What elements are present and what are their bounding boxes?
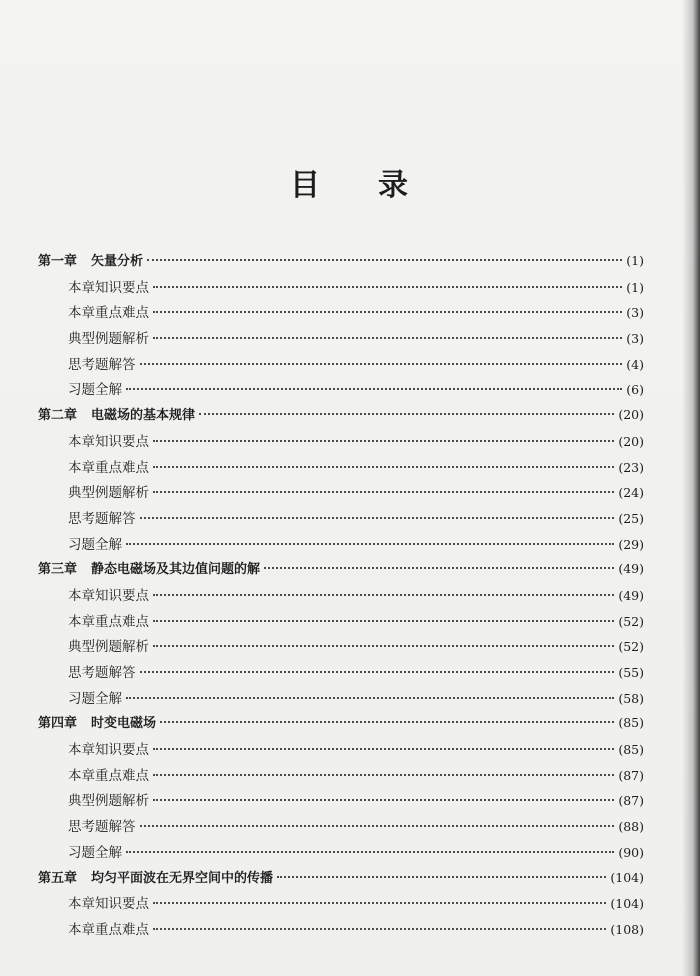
dot-leader <box>126 851 614 853</box>
toc-page-number: (58) <box>618 690 644 706</box>
toc-entry-label <box>68 301 149 321</box>
dot-leader <box>153 594 614 596</box>
toc-entry-label <box>68 456 149 476</box>
toc-section-entry[interactable] <box>38 584 644 610</box>
toc-entry-title: 本章知识要点 <box>68 742 149 759</box>
chapter-number: 第二章 <box>38 408 78 424</box>
dot-leader <box>153 928 606 930</box>
toc-section-entry[interactable] <box>38 789 644 815</box>
table-of-contents <box>38 250 644 944</box>
toc-entry-label <box>68 892 149 912</box>
toc-entry-label <box>68 430 149 450</box>
toc-entry-label <box>68 738 149 758</box>
toc-entry-title: 习题全解 <box>68 382 122 399</box>
toc-page-number: (87) <box>618 793 644 809</box>
toc-section-entry[interactable] <box>38 481 644 507</box>
toc-entry-title: 典型例题解析 <box>68 639 149 656</box>
toc-entry-label <box>38 558 260 577</box>
toc-entry-label <box>38 250 143 269</box>
toc-page-number: (85) <box>618 742 644 758</box>
toc-entry-label <box>68 533 122 553</box>
toc-page-number: (6) <box>626 382 644 398</box>
toc-entry-label <box>68 327 149 347</box>
toc-entry-title: 习题全解 <box>68 844 122 861</box>
dot-leader <box>140 517 615 519</box>
toc-page-number: (90) <box>618 844 644 860</box>
toc-page-number: (104) <box>610 869 644 885</box>
toc-entry-label <box>68 661 136 681</box>
toc-entry-title: 本章重点难点 <box>68 305 149 322</box>
chapter-number: 第五章 <box>38 870 78 886</box>
toc-section-entry[interactable] <box>38 764 644 790</box>
toc-page-number: (24) <box>618 485 644 501</box>
toc-entry-label <box>68 918 149 938</box>
toc-section-entry[interactable] <box>38 430 644 456</box>
toc-entry-title: 思考题解答 <box>68 665 136 681</box>
toc-entry-title: 本章知识要点 <box>68 433 149 450</box>
toc-page-number: (20) <box>618 407 644 423</box>
toc-entry-title: 本章重点难点 <box>68 613 149 630</box>
dot-leader <box>153 620 614 622</box>
toc-page-number: (1) <box>626 279 644 295</box>
toc-entry-label <box>68 841 122 861</box>
dot-leader <box>126 388 622 390</box>
chapter-number: 第四章 <box>38 716 78 732</box>
toc-entry-label <box>68 815 136 835</box>
dot-leader <box>153 491 614 493</box>
toc-entry-label <box>68 353 136 373</box>
toc-entry-title: 本章知识要点 <box>68 587 149 604</box>
toc-entry-title: 静态电磁场及其边值问题的解 <box>91 562 261 578</box>
toc-page-number: (88) <box>618 819 644 835</box>
toc-page-number: (1) <box>626 253 644 268</box>
toc-entry-title: 本章重点难点 <box>68 767 149 784</box>
toc-page-number: (29) <box>618 536 644 552</box>
page-edge-shadow <box>682 0 700 976</box>
chapter-number: 第三章 <box>38 562 78 578</box>
toc-section-entry[interactable] <box>38 918 644 944</box>
toc-page-number: (49) <box>618 587 644 603</box>
dot-leader <box>153 466 614 468</box>
toc-entry-title: 习题全解 <box>68 690 122 707</box>
toc-section-entry[interactable] <box>38 507 644 533</box>
toc-entry-label <box>68 610 149 630</box>
toc-entry-title: 时变电磁场 <box>91 716 157 732</box>
toc-page-number: (20) <box>618 433 644 449</box>
toc-section-entry[interactable] <box>38 892 644 918</box>
toc-entry-title: 典型例题解析 <box>68 331 149 348</box>
toc-page-number: (85) <box>618 715 644 731</box>
dot-leader <box>264 567 614 569</box>
dot-leader <box>153 440 614 442</box>
dot-leader <box>153 311 622 313</box>
dot-leader <box>199 413 614 415</box>
toc-section-entry[interactable] <box>38 276 644 302</box>
toc-page-number: (87) <box>618 767 644 783</box>
toc-chapter-entry[interactable] <box>38 712 644 738</box>
toc-page-number: (104) <box>610 896 644 912</box>
toc-entry-title: 电磁场的基本规律 <box>91 408 196 424</box>
dot-leader <box>277 876 606 878</box>
title-char-1: 目 <box>290 168 322 203</box>
dot-leader <box>126 697 614 699</box>
dot-leader <box>153 902 606 904</box>
toc-page-number: (52) <box>618 613 644 629</box>
dot-leader <box>153 645 614 647</box>
toc-section-entry[interactable] <box>38 687 644 713</box>
toc-entry-title: 矢量分析 <box>91 254 144 269</box>
toc-page-number: (4) <box>626 356 644 372</box>
toc-section-entry[interactable] <box>38 378 644 404</box>
toc-section-entry[interactable] <box>38 635 644 661</box>
dot-leader <box>126 543 614 545</box>
toc-chapter-entry[interactable] <box>38 250 644 276</box>
toc-entry-label <box>68 635 149 655</box>
toc-entry-label <box>68 687 122 707</box>
toc-entry-title: 思考题解答 <box>68 819 136 836</box>
toc-page-number: (23) <box>618 459 644 475</box>
toc-entry-label <box>38 404 195 423</box>
dot-leader <box>160 721 614 723</box>
toc-entry-title: 典型例题解析 <box>68 793 149 810</box>
toc-entry-label <box>68 276 149 296</box>
toc-entry-label <box>68 764 149 784</box>
chapter-number: 第一章 <box>38 254 78 269</box>
toc-entry-title: 思考题解答 <box>68 510 136 527</box>
toc-page-number: (108) <box>610 921 644 937</box>
dot-leader <box>153 286 622 288</box>
toc-entry-label <box>68 584 149 604</box>
toc-page-number: (3) <box>626 331 644 347</box>
toc-section-entry[interactable] <box>38 327 644 353</box>
toc-entry-title: 均匀平面波在无界空间中的传播 <box>91 870 274 886</box>
toc-section-entry[interactable] <box>38 301 644 327</box>
dot-leader <box>140 671 615 673</box>
dot-leader <box>153 337 622 339</box>
toc-page-number: (55) <box>618 665 644 680</box>
toc-entry-label <box>68 378 122 398</box>
toc-section-entry[interactable] <box>38 533 644 559</box>
toc-entry-title: 典型例题解析 <box>68 485 149 502</box>
toc-entry-label <box>38 712 156 731</box>
toc-entry-title: 本章重点难点 <box>68 459 149 476</box>
page-title <box>0 160 700 204</box>
dot-leader <box>153 799 614 801</box>
toc-entry-label <box>68 481 149 501</box>
toc-entry-title: 习题全解 <box>68 536 122 553</box>
toc-section-entry[interactable] <box>38 610 644 636</box>
dot-leader <box>140 363 623 365</box>
dot-leader <box>153 748 614 750</box>
toc-chapter-entry[interactable] <box>38 404 644 430</box>
toc-section-entry[interactable] <box>38 738 644 764</box>
toc-section-entry[interactable] <box>38 815 644 841</box>
toc-section-entry[interactable] <box>38 456 644 482</box>
toc-entry-label <box>68 507 136 527</box>
title-char-2: 录 <box>378 168 410 203</box>
toc-section-entry[interactable] <box>38 661 644 687</box>
toc-section-entry[interactable] <box>38 353 644 379</box>
toc-entry-title: 本章知识要点 <box>68 279 149 296</box>
dot-leader <box>140 825 615 827</box>
dot-leader <box>147 259 622 261</box>
toc-chapter-entry[interactable] <box>38 867 644 893</box>
toc-chapter-entry[interactable] <box>38 558 644 584</box>
toc-page-number: (52) <box>618 639 644 655</box>
toc-page-number: (49) <box>618 561 644 577</box>
dot-leader <box>153 774 614 776</box>
toc-entry-title: 本章重点难点 <box>68 921 149 938</box>
toc-entry-title: 本章知识要点 <box>68 896 149 913</box>
toc-entry-label <box>38 867 273 886</box>
toc-entry-title: 思考题解答 <box>68 356 136 373</box>
toc-section-entry[interactable] <box>38 841 644 867</box>
toc-page-number: (25) <box>618 510 644 526</box>
toc-page-number: (3) <box>626 305 644 321</box>
toc-entry-label <box>68 789 149 809</box>
